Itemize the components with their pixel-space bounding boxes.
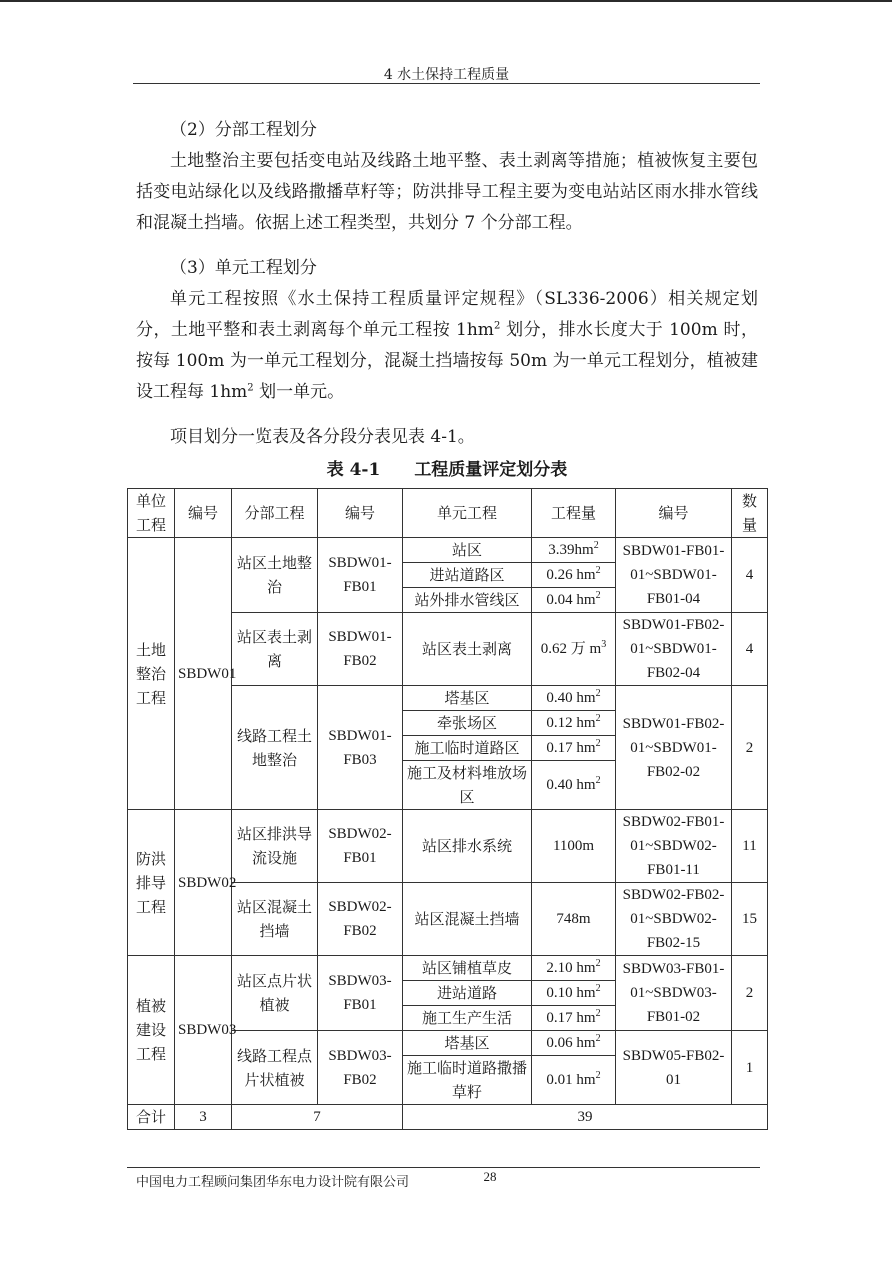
division-code: SBDW02-FB02 <box>318 883 403 956</box>
element-count: 2 <box>732 686 768 810</box>
element-count: 11 <box>732 810 768 883</box>
header-unit-project: 单位工程 <box>128 489 175 538</box>
table-caption-title: 工程质量评定划分表 <box>414 460 568 480</box>
table-header-row <box>128 489 768 538</box>
division-name: 站区土地整治 <box>232 538 318 613</box>
element-quantity <box>532 711 616 736</box>
unit-project-code: SBDW01 <box>175 538 232 810</box>
quantity-value: 1100m <box>552 838 595 854</box>
unit-project-name: 防洪排导工程 <box>128 810 175 956</box>
unit-project-name: 土地整治工程 <box>128 538 175 810</box>
division-code: SBDW02-FB01 <box>318 810 403 883</box>
total-label: 合计 <box>128 1105 175 1130</box>
quantity-unit-exponent: 2 <box>595 713 601 724</box>
footer-rule <box>127 1167 760 1168</box>
element-quantity <box>532 1056 616 1105</box>
element-code-range: SBDW02-FB01-01~SBDW02-FB01-11 <box>616 810 732 883</box>
header-quantity: 工程量 <box>532 489 616 538</box>
element-quantity <box>532 810 616 883</box>
quantity-unit-exponent: 2 <box>595 1070 601 1081</box>
quantity-value: 0.62 万 m <box>540 641 602 657</box>
unit-project-name: 植被建设工程 <box>128 956 175 1105</box>
quantity-unit-exponent: 2 <box>595 1033 601 1044</box>
element-count: 15 <box>732 883 768 956</box>
element-quantity <box>532 1031 616 1056</box>
table-row <box>128 538 768 563</box>
section-body-2: 土地整治主要包括变电站及线路土地平整、表土剥离等措施；植被恢复主要包括变电站绿化以及线路撒播草籽等；防洪排导工程主要为变电站站区雨水排水管线和混凝土挡墙。依据上述工程类型，共划分 7 个分部工程。 <box>136 151 758 233</box>
quantity-unit-exponent: 2 <box>595 958 601 969</box>
quantity-value: 2.10 hm <box>546 960 596 976</box>
table-total-row <box>128 1105 768 1130</box>
element-code-range: SBDW05-FB02-01 <box>616 1031 732 1105</box>
quantity-value: 0.12 hm <box>546 715 596 731</box>
header-count: 数量 <box>732 489 768 538</box>
header-rule <box>133 83 760 84</box>
element-quantity <box>532 1006 616 1031</box>
quantity-value: 0.01 hm <box>546 1072 596 1088</box>
element-name: 牵张场区 <box>403 711 532 736</box>
section-heading-3: （3）单元工程划分 <box>170 258 317 278</box>
unit-project-code: SBDW02 <box>175 810 232 956</box>
quantity-value: 748m <box>556 911 591 927</box>
quality-division-table <box>127 488 768 1130</box>
division-code: SBDW01-FB01 <box>318 538 403 613</box>
quantity-unit-exponent: 2 <box>595 565 601 576</box>
element-name: 施工临时道路区 <box>403 736 532 761</box>
element-name: 塔基区 <box>403 686 532 711</box>
element-quantity <box>532 981 616 1006</box>
element-name: 施工及材料堆放场区 <box>403 761 532 810</box>
quantity-value: 0.10 hm <box>546 985 596 1001</box>
quantity-unit-exponent: 3 <box>601 639 607 650</box>
element-name: 站区 <box>403 538 532 563</box>
element-code-range: SBDW03-FB01-01~SBDW03-FB01-02 <box>616 956 732 1031</box>
element-quantity <box>532 736 616 761</box>
division-code: SBDW03-FB01 <box>318 956 403 1031</box>
element-name: 进站道路 <box>403 981 532 1006</box>
division-name: 站区混凝土挡墙 <box>232 883 318 956</box>
table-row <box>128 810 768 883</box>
quantity-unit-exponent: 2 <box>595 983 601 994</box>
element-quantity <box>532 563 616 588</box>
division-name: 站区排洪导流设施 <box>232 810 318 883</box>
element-name: 站区铺植草皮 <box>403 956 532 981</box>
element-quantity <box>532 613 616 686</box>
division-code: SBDW03-FB02 <box>318 1031 403 1105</box>
element-code-range: SBDW01-FB01-01~SBDW01-FB01-04 <box>616 538 732 613</box>
footer-organization: 中国电力工程顾问集团华东电力设计院有限公司 <box>136 1175 410 1190</box>
quantity-value: 0.06 hm <box>546 1035 596 1051</box>
quantity-unit-exponent: 2 <box>593 540 599 551</box>
table-caption <box>127 455 767 480</box>
element-quantity <box>532 588 616 613</box>
division-code: SBDW01-FB02 <box>318 613 403 686</box>
element-name: 站区表土剥离 <box>403 613 532 686</box>
quantity-value: 0.17 hm <box>546 1010 596 1026</box>
page-top-border <box>0 0 892 2</box>
quantity-value: 0.40 hm <box>546 777 596 793</box>
running-header: 4 水土保持工程质量 <box>383 67 510 83</box>
quantity-value: 0.17 hm <box>546 740 596 756</box>
page-number: 28 <box>483 1169 497 1184</box>
element-name: 塔基区 <box>403 1031 532 1056</box>
element-name: 进站道路区 <box>403 563 532 588</box>
element-quantity <box>532 761 616 810</box>
quantity-value: 3.39hm <box>548 542 594 558</box>
header-unit-code: 编号 <box>175 489 232 538</box>
header-division-code: 编号 <box>318 489 403 538</box>
element-quantity <box>532 686 616 711</box>
element-code-range: SBDW02-FB02-01~SBDW02-FB02-15 <box>616 883 732 956</box>
header-division: 分部工程 <box>232 489 318 538</box>
element-name: 施工临时道路撒播草籽 <box>403 1056 532 1105</box>
division-name: 站区点片状植被 <box>232 956 318 1031</box>
unit-project-code: SBDW03 <box>175 956 232 1105</box>
quantity-value: 0.26 hm <box>546 567 596 583</box>
element-count: 2 <box>732 956 768 1031</box>
quantity-unit-exponent: 2 <box>595 590 601 601</box>
element-name: 施工生产生活 <box>403 1006 532 1031</box>
total-units: 3 <box>175 1105 232 1130</box>
element-count: 4 <box>732 613 768 686</box>
section-heading-2: （2）分部工程划分 <box>170 120 317 140</box>
quantity-value: 0.40 hm <box>546 690 596 706</box>
table-row <box>128 956 768 981</box>
division-name: 线路工程土地整治 <box>232 686 318 810</box>
quantity-unit-exponent: 2 <box>595 775 601 786</box>
quantity-unit-exponent: 2 <box>595 1008 601 1019</box>
element-quantity <box>532 538 616 563</box>
table-caption-number: 表 4-1 <box>326 460 381 480</box>
section-body-3: 单元工程按照《水土保持工程质量评定规程》（SL336-2006）相关规定划分，土地平整和表土剥离每个单元工程按 $1hm^2$ 划分，排水长度大于 100m 时，按每 100m 为一单元工程划分，混凝土挡墙按每 50m 为一单元工程划分，植被建设工程每 $1hm^2$ 划一单元。 <box>136 289 759 402</box>
element-code-range: SBDW01-FB02-01~SBDW01-FB02-04 <box>616 613 732 686</box>
element-code-range: SBDW01-FB02-01~SBDW01-FB02-02 <box>616 686 732 810</box>
quantity-unit-exponent: 2 <box>595 688 601 699</box>
total-cells: 39 <box>403 1105 768 1130</box>
division-code: SBDW01-FB03 <box>318 686 403 810</box>
division-name: 线路工程点片状植被 <box>232 1031 318 1105</box>
element-count: 1 <box>732 1031 768 1105</box>
element-name: 站区排水系统 <box>403 810 532 883</box>
table-reference: 项目划分一览表及各分段分表见表 4-1。 <box>170 427 475 447</box>
table-body <box>128 538 768 1105</box>
element-name: 站区混凝土挡墙 <box>403 883 532 956</box>
element-quantity <box>532 956 616 981</box>
quantity-value: 0.04 hm <box>546 592 596 608</box>
division-name: 站区表土剥离 <box>232 613 318 686</box>
element-name: 站外排水管线区 <box>403 588 532 613</box>
header-element-code: 编号 <box>616 489 732 538</box>
element-count: 4 <box>732 538 768 613</box>
header-element: 单元工程 <box>403 489 532 538</box>
quantity-unit-exponent: 2 <box>595 738 601 749</box>
element-quantity <box>532 883 616 956</box>
total-divisions: 7 <box>232 1105 403 1130</box>
